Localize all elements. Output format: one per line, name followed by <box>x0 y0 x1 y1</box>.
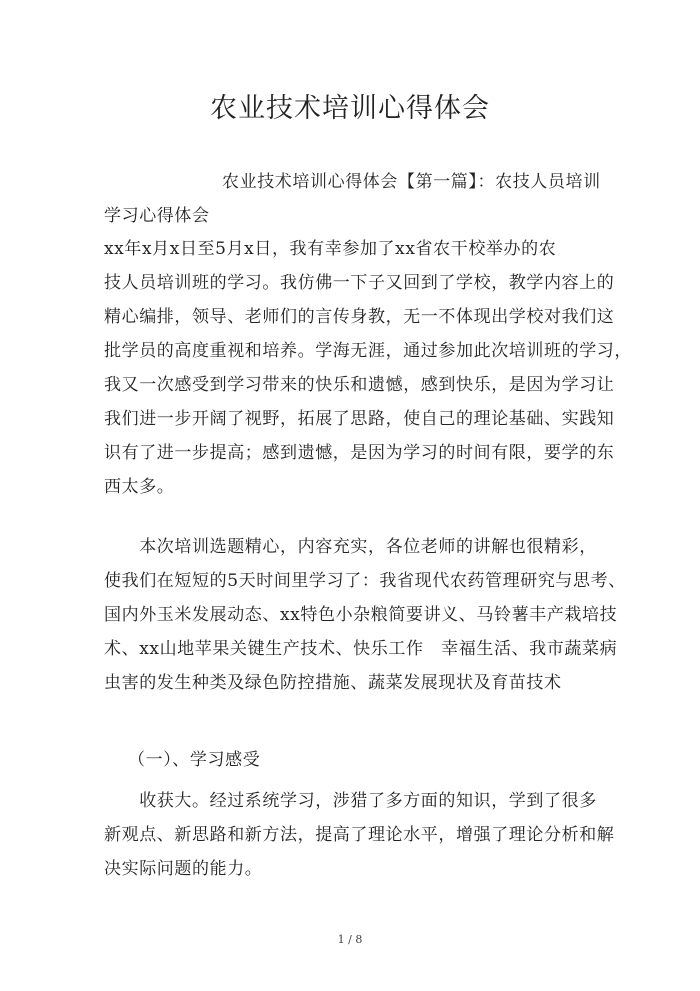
paragraph-line: 虫害的发生种类及绿色防控措施、蔬菜发展现状及育苗技术 <box>104 673 562 693</box>
paragraph-line: 批学员的高度重视和培养。学海无涯，通过参加此次培训班的学习， <box>104 341 632 361</box>
paragraph-line: 精心编排，领导、老师们的言传身教，无一不体现出学校对我们这 <box>104 307 615 327</box>
paragraph-line: 本次培训选题精心，内容充实，各位老师的讲解也很精彩， <box>104 537 597 557</box>
paragraph-line: 使我们在短短的5天时间里学习了：我省现代农药管理研究与思考、 <box>104 571 626 591</box>
paragraph-line: 新观点、新思路和新方法，提高了理论水平，增强了理论分析和解 <box>104 825 615 845</box>
paragraph-1 <box>104 232 632 504</box>
paragraph-line: 技人员培训班的学习。我仿佛一下子又回到了学校，教学内容上的 <box>104 273 615 293</box>
paragraph-line: 西太多。 <box>104 477 175 497</box>
page-number: 1 / 8 <box>337 933 363 946</box>
subsection-heading: （一）、学习感受 <box>128 750 261 770</box>
document-title: 农业技术培训心得体会 <box>210 93 490 124</box>
paragraph-3 <box>104 784 615 886</box>
paragraph-line: 识有了进一步提高；感到遗憾，是因为学习的时间有限，要学的东 <box>104 443 615 463</box>
paragraph-line: 我又一次感受到学习带来的快乐和遗憾，感到快乐，是因为学习让 <box>104 375 615 395</box>
paragraph-2 <box>104 530 626 700</box>
paragraph-line: 国内外玉米发展动态、xx特色小杂粮简要讲义、马铃薯丰产栽培技 <box>104 605 618 625</box>
paragraph-line: xx年x月x日至5月x日，我有幸参加了xx省农干校举办的农 <box>104 239 557 259</box>
paragraph-line: 术、xx山地苹果关键生产技术、快乐工作 幸福生活、我市蔬菜病 <box>104 639 618 659</box>
paragraph-line: 收获大。经过系统学习，涉猎了多方面的知识，学到了很多 <box>104 791 597 811</box>
paragraph-line: 我们进一步开阔了视野，拓展了思路，使自己的理论基础、实践知 <box>104 409 615 429</box>
paragraph-line: 决实际问题的能力。 <box>104 859 263 879</box>
section-heading-line-1: 农业技术培训心得体会【第一篇】：农技人员培训 <box>222 172 601 192</box>
section-heading-line-2: 学习心得体会 <box>104 206 210 226</box>
